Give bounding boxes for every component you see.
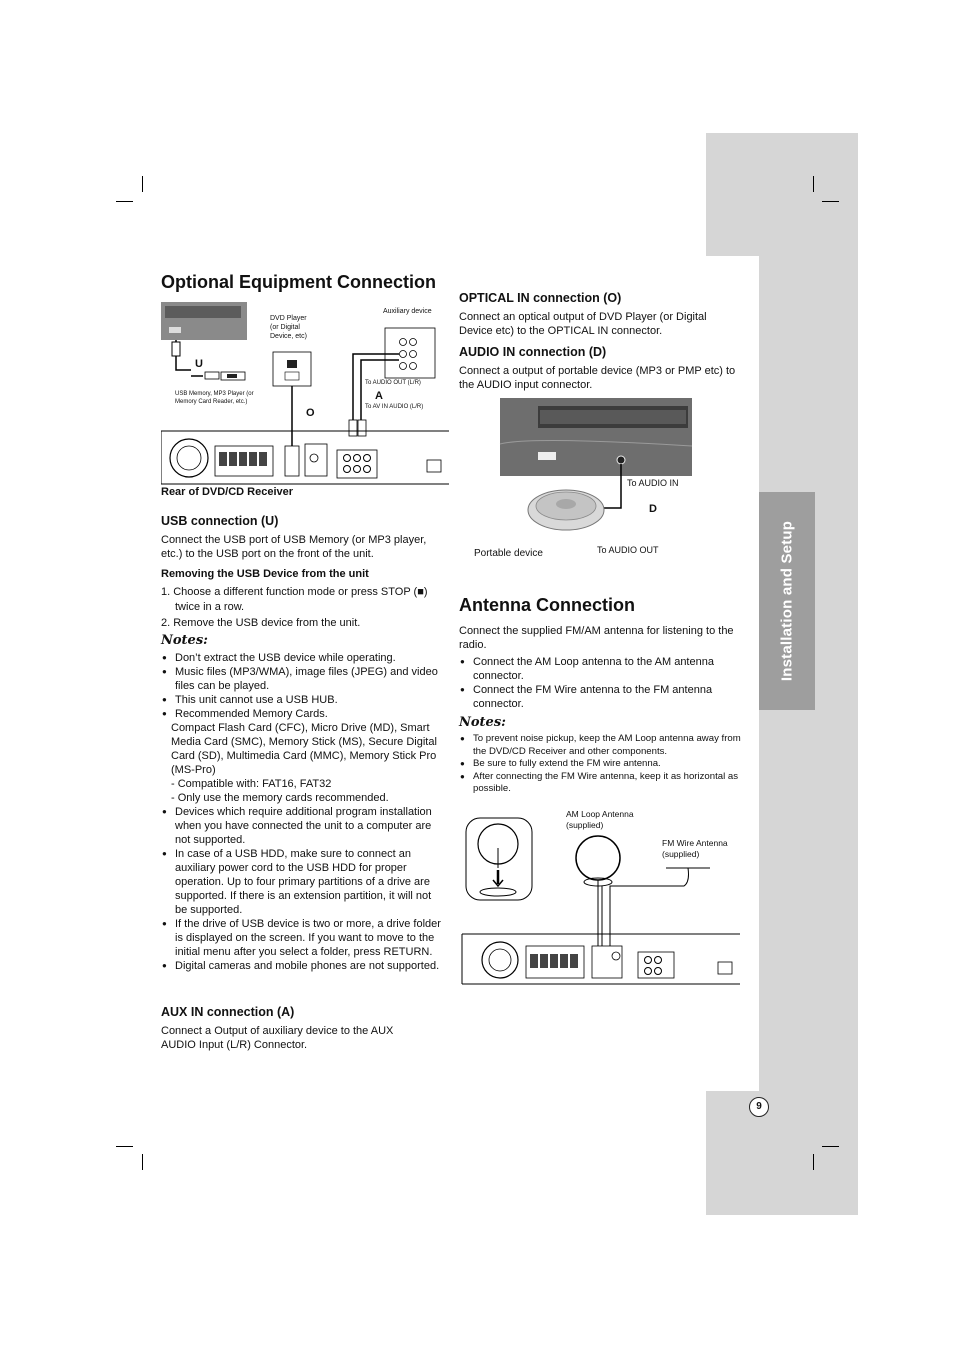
- label-usb-devices: USB Memory, MP3 Player (or Memory Card Reader, etc.): [175, 391, 254, 405]
- crop-mark: [813, 176, 814, 192]
- remove-usb-heading: Removing the USB Device from the unit: [161, 568, 369, 580]
- remove-usb-steps: [161, 585, 441, 631]
- label-to-audio-out: To AUDIO OUT (L/R): [365, 380, 421, 386]
- step-item: 1. Choose a different function mode or press STOP (■) twice in a row.: [161, 586, 428, 613]
- label-portable-device: Portable device: [474, 548, 543, 559]
- antenna-notes: [459, 733, 745, 796]
- figure-caption: Rear of DVD/CD Receiver: [161, 486, 294, 498]
- note-item: ● Music files (MP3/WMA), image files (JPEG) and video files can be played.: [161, 665, 443, 693]
- page-number: 9: [749, 1097, 769, 1117]
- antenna-figure-diagram: [460, 806, 742, 990]
- crop-mark: [142, 1154, 143, 1170]
- side-band-top: [706, 133, 858, 256]
- crop-mark: [813, 1154, 814, 1170]
- marker-u: U: [195, 358, 203, 370]
- aux-heading: AUX IN connection (A): [161, 1005, 295, 1019]
- marker-a: A: [375, 390, 383, 402]
- usb-heading: USB connection (U): [161, 514, 279, 528]
- am-loop-antenna: [576, 836, 620, 880]
- crop-mark: [822, 201, 839, 202]
- antenna-bullet: ● Connect the FM Wire antenna to the FM antenna connector.: [459, 683, 745, 711]
- note-item: ● This unit cannot use a USB HUB.: [161, 693, 443, 707]
- antenna-notes-label: Notes:: [459, 715, 506, 730]
- note-item: ● Recommended Memory Cards.: [161, 707, 443, 721]
- optical-in-port: [285, 446, 299, 476]
- label-to-av-in: To AV IN AUDIO (L/R): [365, 404, 424, 410]
- label-fm-wire: FM Wire Antenna (supplied): [662, 838, 728, 859]
- label-to-audio-out: To AUDIO OUT: [597, 545, 659, 555]
- step-item: 2. Remove the USB device from the unit.: [161, 617, 361, 629]
- optional-title: Optional Equipment Connection: [161, 272, 436, 292]
- usb-notes: [161, 651, 443, 721]
- label-am-loop: AM Loop Antenna (supplied): [566, 809, 634, 830]
- label-dvd-player: DVD Player (or Digital Device, etc): [270, 315, 307, 340]
- audio-in-heading: AUDIO IN connection (D): [459, 345, 607, 359]
- crop-mark: [116, 201, 133, 202]
- antenna-bullets: [459, 655, 745, 711]
- note-item: ● Don’t extract the USB device while operating.: [161, 651, 443, 665]
- usb-stick: [205, 372, 219, 379]
- note-item: ● If the drive of USB device is two or more, a drive folder is displayed on the screen. If you want to move to the initial menu after you select a folder, press RETURN.: [161, 917, 443, 959]
- antenna-note: ● After connecting the FM Wire antenna, keep it as horizontal as possible.: [459, 771, 745, 796]
- antenna-title: Antenna Connection: [459, 595, 635, 615]
- optional-figure: [161, 300, 449, 486]
- usb-port: [169, 327, 181, 333]
- crop-mark: [116, 1146, 133, 1147]
- crop-mark: [142, 176, 143, 192]
- fan-icon: [170, 439, 208, 477]
- note-item: ● Devices which require additional program installation when you have connected the unit to a computer are not supported.: [161, 805, 443, 847]
- portable-figure: [470, 396, 700, 564]
- section-tab-label: Installation and Setup: [778, 520, 796, 682]
- compat-line-1: - Compatible with: FAT16, FAT32: [171, 778, 332, 790]
- label-aux-device: Auxiliary device: [383, 308, 432, 315]
- marker-d: D: [649, 503, 657, 515]
- dvd-player-box: [273, 352, 311, 386]
- front-usb-port: [538, 452, 556, 460]
- antenna-intro: Connect the supplied FM/AM antenna for listening to the radio.: [459, 625, 734, 651]
- fan-icon: [482, 942, 518, 978]
- marker-o: O: [306, 407, 315, 419]
- note-item: ● Digital cameras and mobile phones are not supported.: [161, 959, 443, 973]
- usb-notes-label: Notes:: [161, 633, 208, 648]
- usb-text: Connect the USB port of USB Memory (or MP3 player, etc.) to the USB port on the front of the unit.: [161, 534, 427, 560]
- antenna-ports: [305, 444, 327, 476]
- optical-text: Connect an optical output of DVD Player (or Digital Device etc) to the OPTICAL IN connector.: [459, 311, 707, 337]
- side-band-bottom: [706, 1091, 858, 1215]
- power-socket: [427, 460, 441, 472]
- aux-text: Connect a Output of auxiliary device to the AUX AUDIO Input (L/R) Connector.: [161, 1025, 394, 1051]
- optical-heading: OPTICAL IN connection (O): [459, 291, 622, 305]
- usb-notes-continued: [161, 805, 443, 973]
- memory-cards-list: Compact Flash Card (CFC), Micro Drive (MD), Smart Media Card (SMC), Memory Stick (MS), Secure Digital Card (SD), Multimedia Card (MMC), Memory Stick Pro (MS-Pro): [171, 722, 437, 776]
- antenna-terminals: [592, 946, 622, 978]
- power-socket: [718, 962, 732, 974]
- audio-in-jack: [617, 456, 625, 464]
- antenna-figure: [460, 806, 742, 990]
- section-tab: [759, 492, 815, 710]
- note-item: ● In case of a USB HDD, make sure to connect an auxiliary power cord to the USB HDD for proper operation. Up to four primary partitions of a drive are supported. If there is an extension partition, it will not be supported.: [161, 847, 443, 917]
- compat-line-2: - Only use the memory cards recommended.: [171, 792, 389, 804]
- antenna-note: ● To prevent noise pickup, keep the AM Loop antenna away from the DVD/CD Receiver and other components.: [459, 733, 745, 758]
- audio-in-text: Connect a output of portable device (MP3 or PMP etc) to the AUDIO input connector.: [459, 365, 736, 391]
- crop-mark: [822, 1146, 839, 1147]
- antenna-bullet: ● Connect the AM Loop antenna to the AM antenna connector.: [459, 655, 745, 683]
- label-to-audio-in: To AUDIO IN: [627, 478, 679, 488]
- antenna-note: ● Be sure to fully extend the FM wire antenna.: [459, 758, 745, 771]
